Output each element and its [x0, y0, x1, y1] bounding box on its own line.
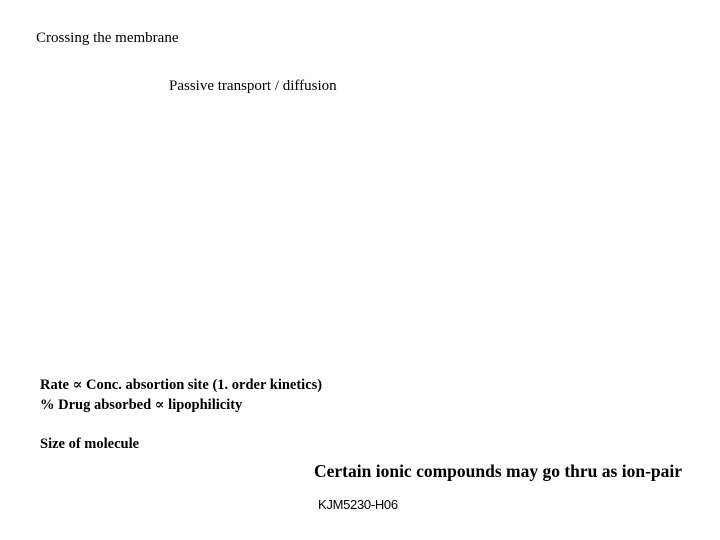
slide-title: Crossing the membrane	[36, 30, 179, 46]
ion-pair-statement: Certain ionic compounds may go thru as ion-pair	[314, 461, 683, 481]
slide-subtitle: Passive transport / diffusion	[169, 78, 337, 94]
course-code-footer: KJM5230-H06	[318, 497, 398, 512]
drug-absorbed-line: % Drug absorbed ∝ lipophilicity	[40, 397, 243, 413]
molecule-size-line: Size of molecule	[40, 436, 140, 452]
rate-proportional-line: Rate ∝ Conc. absortion site (1. order kinetics)	[40, 377, 323, 393]
